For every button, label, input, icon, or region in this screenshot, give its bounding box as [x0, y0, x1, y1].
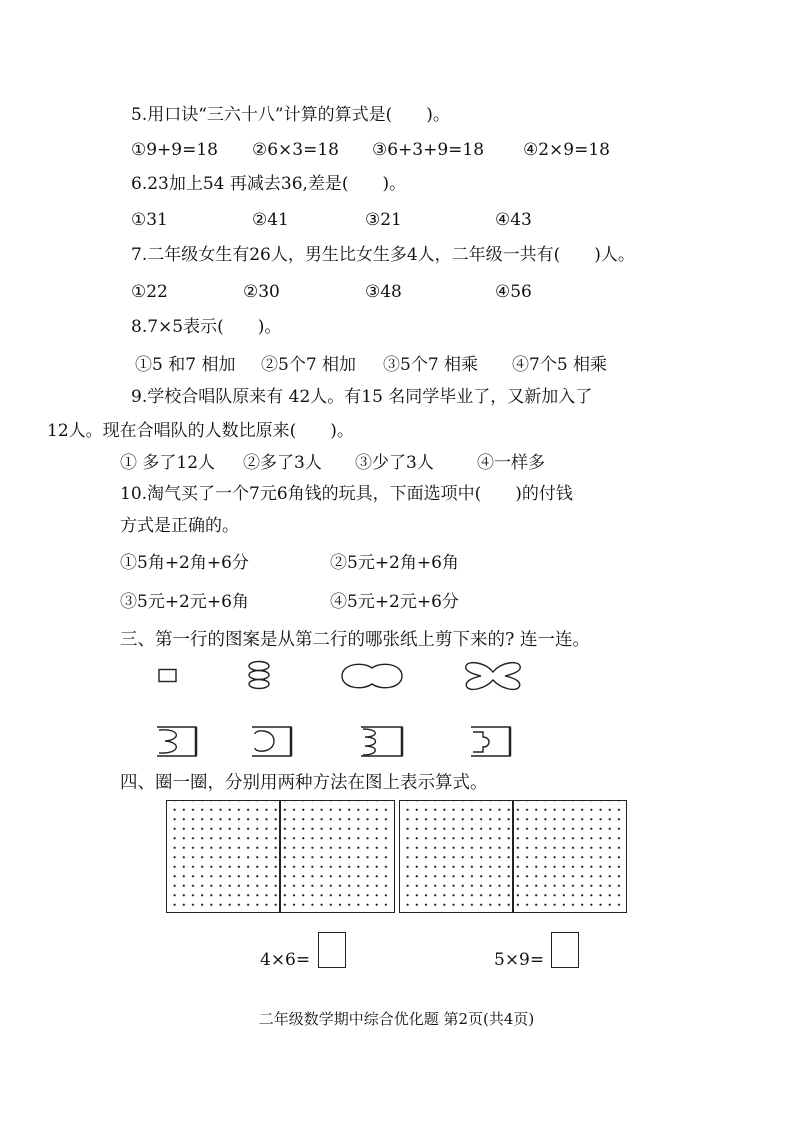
- q6-option-1[interactable]: ①31: [131, 210, 168, 230]
- q6-option-4[interactable]: ④43: [495, 210, 532, 230]
- answer-box-right[interactable]: [551, 932, 579, 968]
- q5-stem: 5.用口诀“三六十八”计算的算式是( )。: [131, 105, 450, 125]
- q9-option-4[interactable]: ④一样多: [477, 453, 545, 473]
- q7-stem: 7.二年级女生有26人，男生比女生多4人，二年级一共有( )人。: [131, 245, 635, 265]
- q7-option-2[interactable]: ②30: [243, 282, 280, 302]
- q9-stem-line2: 12人。现在合唱队的人数比原来( )。: [47, 421, 354, 441]
- q5-option-4[interactable]: ④2×9=18: [523, 140, 610, 160]
- folded-paper-3[interactable]: [359, 725, 405, 759]
- q10-option-4[interactable]: ④5元+2元+6分: [330, 592, 459, 612]
- section3-title: 三、第一行的图案是从第二行的哪张纸上剪下来的? 连一连。: [120, 630, 590, 650]
- q8-stem: 8.7×5表示( )。: [131, 317, 282, 337]
- q6-stem: 6.23加上54 再减去36,差是( )。: [131, 174, 407, 194]
- q5-option-1[interactable]: ①9+9=18: [131, 140, 218, 160]
- dot-grid-right-divider: [512, 801, 514, 912]
- q9-option-1[interactable]: ① 多了12人: [120, 453, 216, 473]
- folded-paper-1[interactable]: [155, 725, 199, 759]
- q10-option-2[interactable]: ②5元+2角+6角: [330, 553, 459, 573]
- section4-title: 四、圈一圈，分别用两种方法在图上表示算式。: [120, 773, 488, 793]
- q7-option-1[interactable]: ①22: [131, 282, 168, 302]
- q10-option-1[interactable]: ①5角+2角+6分: [120, 553, 249, 573]
- q5-option-3[interactable]: ③6+3+9=18: [372, 140, 485, 160]
- q7-option-3[interactable]: ③48: [365, 282, 402, 302]
- answer-box-left[interactable]: [318, 932, 346, 968]
- equation-right: 5×9=: [494, 950, 545, 970]
- folded-paper-4[interactable]: [469, 725, 513, 759]
- folded-paper-2[interactable]: [250, 725, 294, 759]
- q8-option-4[interactable]: ④7个5 相乘: [512, 355, 608, 375]
- page-footer: 二年级数学期中综合优化题 第2页(共4页): [258, 1010, 535, 1028]
- q8-option-1[interactable]: ①5 和7 相加: [135, 355, 236, 375]
- equation-left: 4×6=: [260, 950, 311, 970]
- q6-option-2[interactable]: ②41: [252, 210, 289, 230]
- q9-option-3[interactable]: ③少了3人: [355, 453, 434, 473]
- dot-grid-left-divider: [279, 801, 281, 912]
- q10-stem-line2: 方式是正确的。: [120, 516, 239, 536]
- q10-stem-line1: 10.淘气买了一个7元6角钱的玩具，下面选项中( )的付钱: [120, 484, 573, 504]
- stacked-ovals-shape[interactable]: [246, 660, 274, 692]
- q7-option-4[interactable]: ④56: [495, 282, 532, 302]
- q8-option-3[interactable]: ③5个7 相乘: [383, 355, 479, 375]
- small-rectangle-shape[interactable]: [158, 668, 178, 684]
- q9-stem-line1: 9.学校合唱队原来有 42人。有15 名同学毕业了，又新加入了: [131, 387, 593, 407]
- dot-grid-left[interactable]: [166, 800, 395, 913]
- double-circle-shape[interactable]: [340, 663, 404, 689]
- q9-option-2[interactable]: ②多了3人: [243, 453, 322, 473]
- q6-option-3[interactable]: ③21: [365, 210, 402, 230]
- q10-option-3[interactable]: ③5元+2元+6角: [120, 592, 249, 612]
- q5-option-2[interactable]: ②6×3=18: [252, 140, 339, 160]
- dot-grid-right[interactable]: [399, 800, 627, 913]
- butterfly-shape[interactable]: [463, 660, 523, 692]
- q8-option-2[interactable]: ②5个7 相加: [261, 355, 357, 375]
